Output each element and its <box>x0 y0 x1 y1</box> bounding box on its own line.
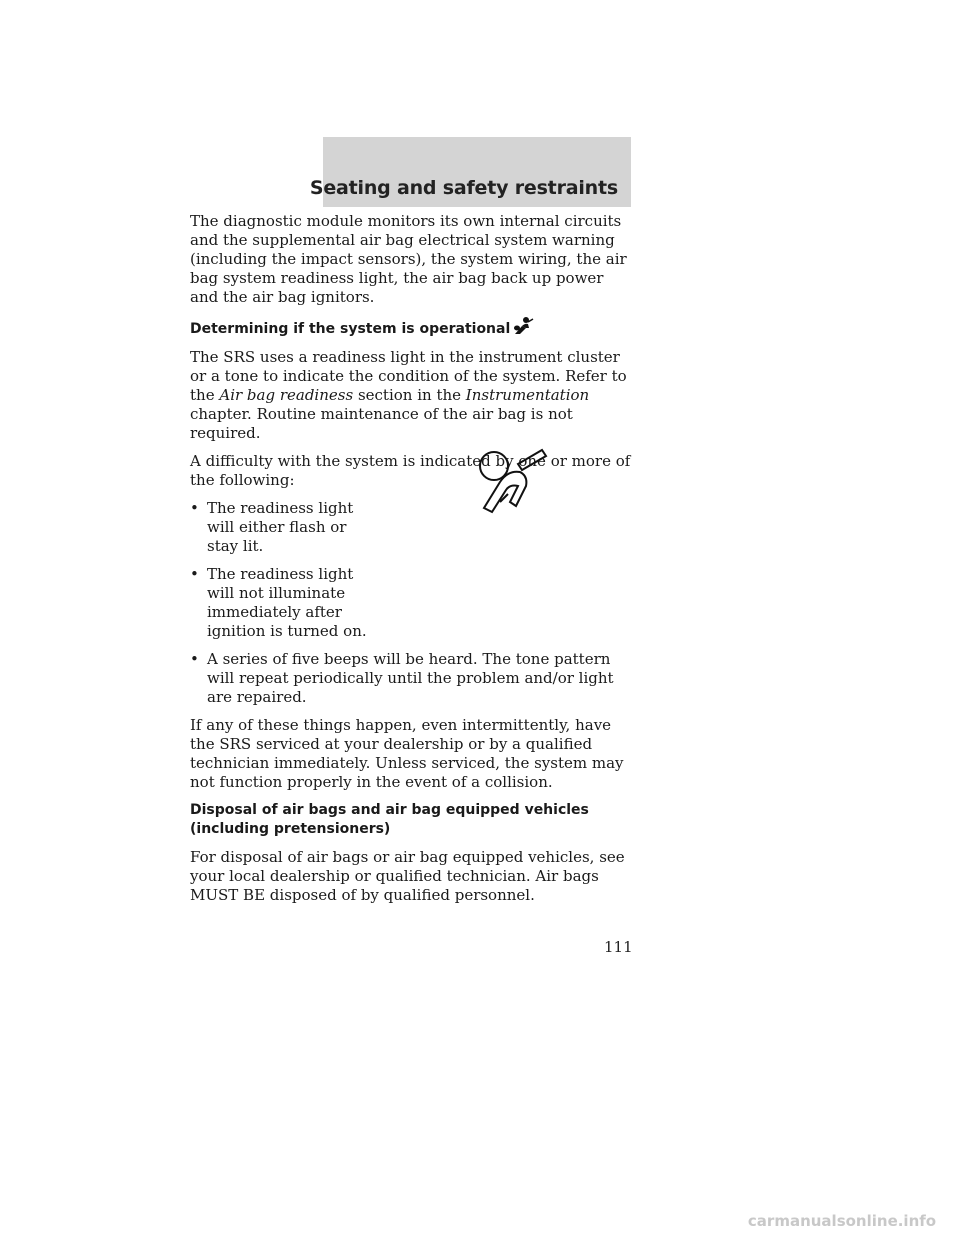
paragraph-service-warning: If any of these things happen, even intermittently, have the SRS serviced at your dealership or by a qualified technician immediately. Unless serviced, the system may not function properly in the event of a collision. <box>190 716 624 791</box>
paragraph-difficulty-intro: A difficulty with the system is indicated by one or more of the following: <box>190 452 631 489</box>
difficulty-list <box>190 499 635 707</box>
section-heading-disposal <box>190 801 635 839</box>
chapter-title: Seating and safety restraints <box>309 177 618 199</box>
paragraph-srs-text-a: The SRS uses a readiness light in the instrument cluster or a tone to indicate the condition of the system. Refer to the <box>190 348 627 404</box>
section-heading-operational <box>190 316 635 339</box>
watermark-text: carmanualsonline.info <box>747 1212 937 1230</box>
paragraph-srs-readiness <box>190 348 635 443</box>
paragraph-disposal: For disposal of air bags or air bag equipped vehicles, see your local dealership or qualified technician. Air bags MUST BE disposed of by qualified personnel. <box>190 848 625 904</box>
list-item-text: A series of five beeps will be heard. The tone pattern will repeat periodically until the problem and/or light are repaired. <box>207 650 614 706</box>
paragraph-diagnostic-module: The diagnostic module monitors its own internal circuits and the supplemental air bag electrical system warning (including the impact sensors), the system wiring, the air bag system readiness light, the air bag back up power and the air bag ignitors. <box>190 212 627 306</box>
list-item-text: The readiness light will not illuminate immediately after ignition is turned on. <box>207 565 367 640</box>
airbag-warning-symbol-icon <box>470 446 554 526</box>
page-content <box>190 212 635 914</box>
list-item <box>190 499 377 556</box>
section-heading-disposal-line1: Disposal of air bags and air bag equipped vehicles <box>190 802 589 818</box>
list-item-text: The readiness light will either flash or stay lit. <box>207 499 354 555</box>
section-heading-text: Determining if the system is operational <box>190 321 511 337</box>
section-heading-disposal-line2: (including pretensioners) <box>190 821 391 837</box>
bullet-glyph: • <box>190 499 199 517</box>
paragraph-srs-text-c: chapter. Routine maintenance of the air bag is not required. <box>190 405 573 442</box>
airbag-person-icon <box>512 316 534 336</box>
list-item <box>190 650 635 707</box>
list-item <box>190 565 377 641</box>
page-header-band <box>309 137 631 207</box>
bullet-glyph: • <box>190 565 199 583</box>
reference-instrumentation: Instrumentation <box>465 386 590 404</box>
watermark-logo <box>736 1210 948 1232</box>
paragraph-srs-text-b: section in the <box>357 386 462 404</box>
reference-air-bag-readiness: Air bag readiness <box>219 386 354 404</box>
page-number: 111 <box>604 938 633 956</box>
bullet-glyph: • <box>190 650 199 668</box>
